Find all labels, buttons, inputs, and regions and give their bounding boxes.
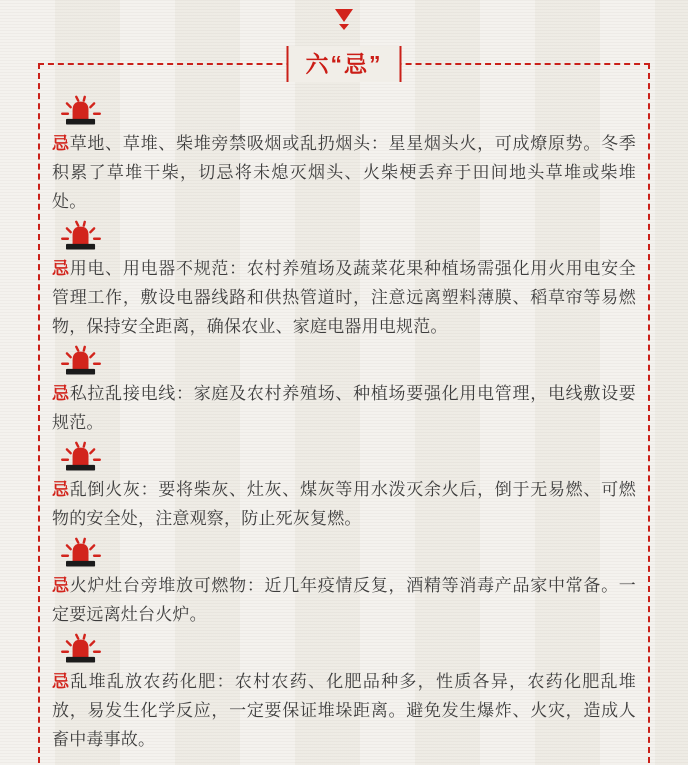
siren-icon <box>58 95 104 125</box>
taboo-lead-char: 忌 <box>52 672 71 691</box>
taboo-section-3 <box>52 345 636 437</box>
taboo-body-text: 火炉灶台旁堆放可燃物：近几年疫情反复，酒精等消毒产品家中常备。一定要远离灶台火炉。 <box>52 576 636 624</box>
taboo-text <box>52 254 636 341</box>
siren-icon <box>58 633 104 663</box>
siren-icon <box>58 220 104 250</box>
taboo-section-1 <box>52 95 636 216</box>
taboo-text <box>52 129 636 216</box>
taboo-body-text: 乱堆乱放农药化肥：农村农药、化肥品种多，性质各异，农药化肥乱堆放，易发生化学反应，一定要保证堆垛距离。避免发生爆炸、火灾，造成人畜中毒事故。 <box>52 672 637 749</box>
taboo-lead-char: 忌 <box>52 259 70 278</box>
siren-icon <box>58 537 104 567</box>
section-divider-marker <box>332 9 356 30</box>
taboo-body-text: 用电、用电器不规范：农村养殖场及蔬菜花果种植场需强化用火用电安全管理工作，敷设电器线路和供热管道时，注意远离塑料薄膜、稻草帘等易燃物，保持安全距离，确保农业、家庭电器用电规范。 <box>52 259 636 336</box>
taboo-lead-char: 忌 <box>52 576 70 595</box>
siren-icon <box>58 441 104 471</box>
taboo-text <box>52 571 636 629</box>
article-frame <box>38 51 650 763</box>
siren-icon <box>58 345 104 375</box>
taboo-lead-char: 忌 <box>52 384 70 403</box>
taboo-body-text: 乱倒火灰：要将柴灰、灶灰、煤灰等用水泼灭余火后，倒于无易燃、可燃物的安全处，注意观察，防止死灰复燃。 <box>52 480 636 528</box>
taboo-text <box>52 475 636 533</box>
taboo-text <box>52 379 636 437</box>
taboo-body-text: 草地、草堆、柴堆旁禁吸烟或乱扔烟头：星星烟头火，可成燎原势。冬季积累了草堆干柴，切忌将未熄灭烟头、火柴梗丢弃于田间地头草堆或柴堆处。 <box>52 134 636 211</box>
taboo-section-5 <box>52 537 636 629</box>
taboo-section-2 <box>52 220 636 341</box>
triangle-down-icon <box>335 9 353 22</box>
taboo-text <box>52 667 636 754</box>
taboo-body-text: 私拉乱接电线：家庭及农村养殖场、种植场要强化用电管理，电线敷设要规范。 <box>52 384 636 432</box>
taboo-section-6 <box>52 633 636 754</box>
taboo-lead-char: 忌 <box>52 134 70 153</box>
taboo-section-4 <box>52 441 636 533</box>
page-title: 六“忌” <box>287 46 402 82</box>
triangle-down-small-icon <box>339 24 349 30</box>
taboo-lead-char: 忌 <box>52 480 70 499</box>
